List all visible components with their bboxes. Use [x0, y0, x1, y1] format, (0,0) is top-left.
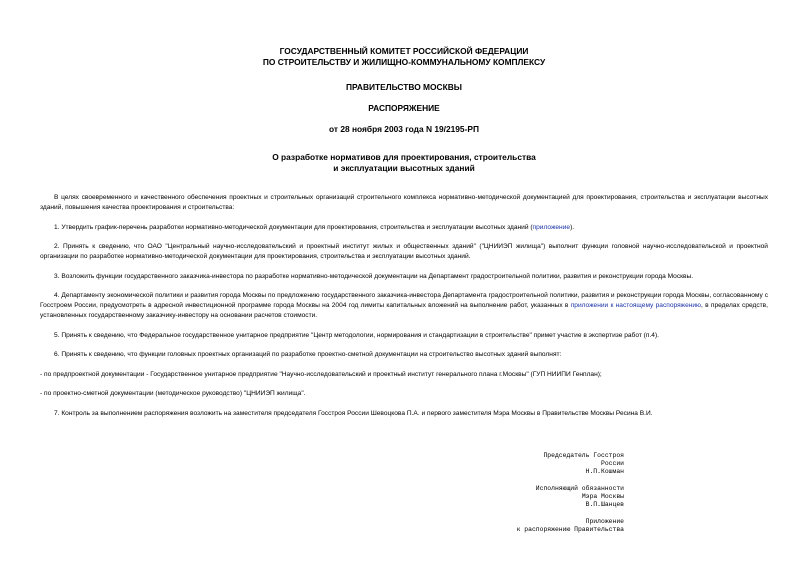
- clause-6: 6. Принять к сведению, что функции головных проектных организаций по разработке проектно-сметной документации на строительство высотных зданий выполнят:: [54, 351, 562, 358]
- clause-5: 5. Принять к сведению, что Федеральное государственное унитарное предприятие "Центр методологии, нормирования и стандартизации в строительстве" примет участие в экспертизе работ (п.4).: [54, 331, 659, 339]
- subject-line-1: О разработке нормативов для проектирования, строительства: [272, 152, 536, 162]
- signature-title: Исполняющий обязанности: [535, 485, 624, 492]
- signature-mayor: [536, 485, 624, 509]
- appendix-reference: к распоряжению Правительства: [516, 526, 624, 533]
- clause-4-tail: , в пределах средств, установленных государственному заказчику-инвестору на основании расчетов стоимости.: [40, 302, 769, 319]
- signature-org: Мэра Москвы: [581, 493, 624, 500]
- appendix-order-link[interactable]: приложении к настоящему распоряжению: [570, 302, 702, 309]
- clause-4: [40, 291, 768, 321]
- clause-1-text: 1. Утвердить график-перечень разработки нормативно-методической документации для проектирования, строительства и эксплуатации высотных зданий (: [54, 223, 533, 231]
- clause-6-item-a: - по предпроектной документации - Государственное унитарное предприятие "Научно-исследовательский и проектный институт генерального плана г.Москвы" (ГУП НИИПИ Генплан);: [40, 370, 602, 378]
- document-page: [40, 40, 768, 428]
- appendix-title: Приложение: [585, 518, 624, 525]
- clause-1-tail: ).: [570, 223, 575, 231]
- agency-line-1: ГОСУДАРСТВЕННЫЙ КОМИТЕТ РОССИЙСКОЙ ФЕДЕРАЦИИ: [279, 46, 529, 56]
- document-body: [40, 193, 768, 419]
- signature-gosstroy: [543, 452, 624, 476]
- clause-1: [40, 223, 768, 233]
- signature-title: Председатель Госстроя: [543, 452, 624, 459]
- appendix-caption: [517, 518, 624, 534]
- subject-line-2: и эксплуатации высотных зданий: [333, 163, 475, 173]
- clause-4-text: 4. Департаменту экономической политики и развития города Москвы по предложению государственного заказчика-инвестора Департамента градостроительной политики, развития и реконструкции города Москвы, согласованному с Госстроем России, предусмотреть в адресной инвестиционной программе города Москвы на 2004 год лимиты капитальных вложений на выполнение работ, указанных в: [40, 292, 768, 309]
- signature-org: России: [600, 460, 624, 467]
- signature-name: В.П.Шанцев: [585, 501, 624, 508]
- issuing-agency: [40, 46, 768, 68]
- clause-2: 2. Принять к сведению, что ОАО "Центральный научно-исследовательский и проектный институт жилых и общественных зданий" ("ЦНИИЭП жилища") выполнит функции головной научно-исследовательской и проектной организации по разработке нормативно-методической документации для проектирования, строительства и эксплуатации высотных зданий.: [40, 243, 768, 260]
- appendix-link[interactable]: приложение: [532, 223, 571, 231]
- document-date-number: от 28 ноября 2003 года N 19/2195-РП: [328, 124, 479, 134]
- clause-6-item-b: - по проектно-сметной документации (методическое руководство) "ЦНИИЭП жилища".: [40, 390, 306, 397]
- clause-3: 3. Возложить функции государственного заказчика-инвестора по разработке нормативно-методической документации на Департамент градостроительной политики, развития и реконструкции города Москвы.: [54, 272, 694, 280]
- preamble-paragraph: В целях своевременного и качественного обеспечения проектных и строительных организаций строительного комплекса нормативно-методической документацией для проектирования, строительства и эксплуатации высотных зданий, повышения качества проектирования и строительства:: [40, 194, 768, 211]
- document-subject: [40, 152, 768, 174]
- agency-line-2: ПО СТРОИТЕЛЬСТВУ И ЖИЛИЩНО-КОММУНАЛЬНОМУ КОМПЛЕКСУ: [262, 57, 546, 67]
- clause-7: 7. Контроль за выполнением распоряжения возложить на заместителя председателя Госстроя России Шевоцкова П.А. и первого заместителя Мэра Москвы в Правительстве Москвы Ресина В.И.: [54, 409, 653, 417]
- government-name: ПРАВИТЕЛЬСТВО МОСКВЫ: [346, 82, 462, 92]
- signature-name: Н.П.Кошман: [585, 468, 624, 475]
- document-type: РАСПОРЯЖЕНИЕ: [368, 103, 440, 113]
